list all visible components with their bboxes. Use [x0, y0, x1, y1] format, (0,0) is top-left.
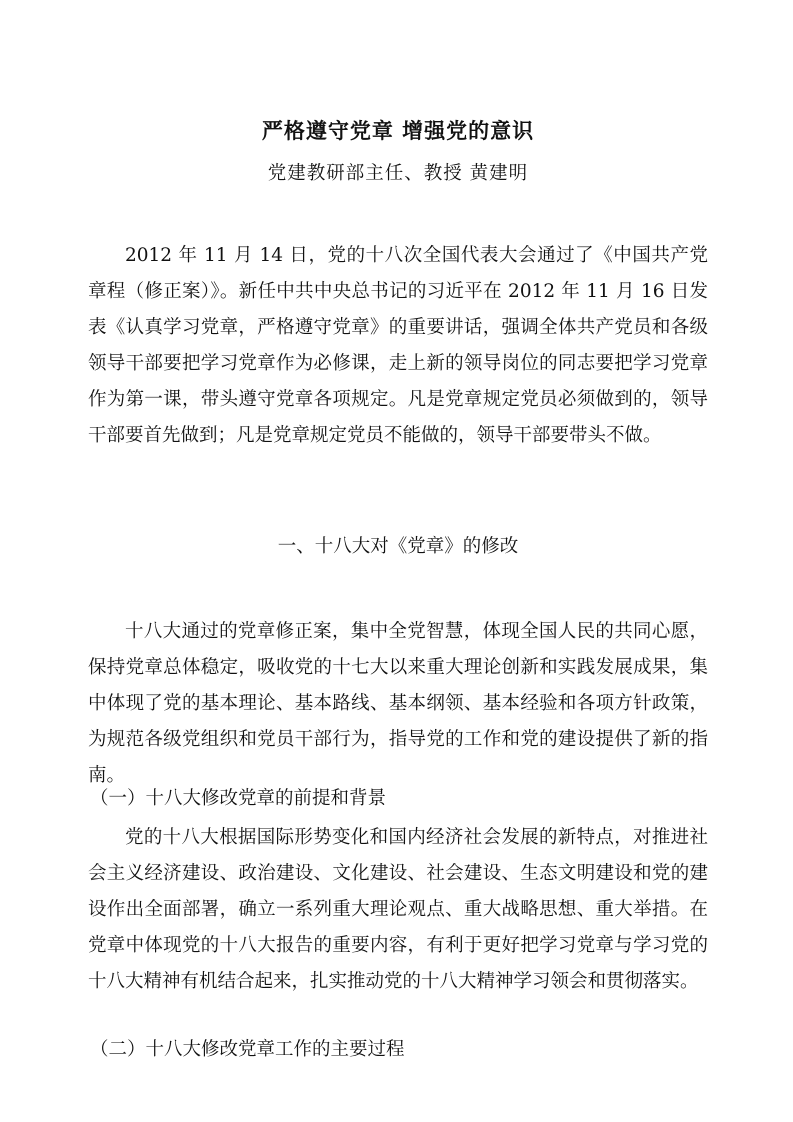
document-title: 严格遵守党章 增强党的意识	[261, 118, 535, 143]
section-heading-1: 一、十八大对《党章》的修改	[277, 536, 519, 557]
paragraph-background: 党的十八大根据国际形势变化和国内经济社会发展的新特点，对推进社会主义经济建设、政治建设、文化建设、社会建设、生态文明建设和党的建设作出全面部署，确立一系列重大理论观点、重大战略思想、重大举措。在党章中体现党的十八大报告的重要内容，有利于更好把学习党章与学习党的十八大精神有机结合起来，扎实推动党的十八大精神学习领会和贯彻落实。	[88, 827, 708, 992]
subsection-heading-2: （二）十八大修改党章工作的主要过程	[90, 1039, 405, 1060]
subsection-heading-1: （一）十八大修改党章的前提和背景	[90, 788, 387, 809]
paragraph-intro: 2012 年 11 月 14 日，党的十八次全国代表大会通过了《中国共产党章程（修正案）》。新任中共中央总书记的习近平在 2012 年 11 月 16 日发表《认真学习党章，严格遵守党章》的重要讲话，强调全体共产党员和各级领导干部要把学习党章作为必修课，走上新的领导岗位的同志要把学习党章作为第一课，带头遵守党章各项规定。凡是党章规定党员必须做到的，领导干部要首先做到；凡是党章规定党员不能做的，领导干部要带头不做。	[88, 245, 708, 446]
paragraph-amendment: 十八大通过的党章修正案，集中全党智慧，体现全国人民的共同心愿，保持党章总体稳定，吸收党的十七大以来重大理论创新和实践发展成果，集中体现了党的基本理论、基本路线、基本纲领、基本经验和各项方针政策，为规范各级党组织和党员干部行为，指导党的工作和党的建设提供了新的指南。	[88, 621, 708, 786]
author-line: 党建教研部主任、教授 黄建明	[267, 163, 529, 184]
document-page	[88, 0, 708, 1122]
